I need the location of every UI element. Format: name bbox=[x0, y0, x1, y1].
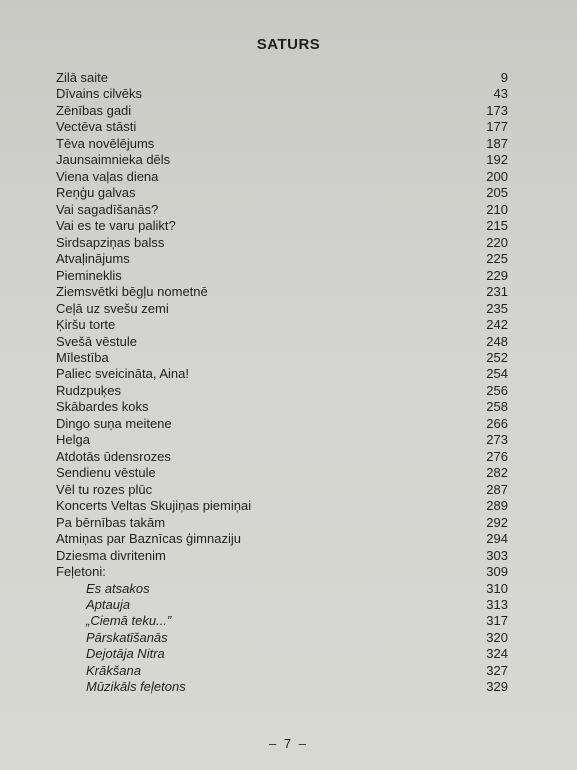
toc-entry bbox=[56, 185, 508, 201]
toc-entry-page: 273 bbox=[486, 432, 508, 448]
toc-entry-title: Zēnības gadi bbox=[56, 102, 132, 118]
toc-entry-title: Sirdsapziņas balss bbox=[56, 234, 165, 250]
toc-entry bbox=[56, 334, 508, 350]
toc-entry-page: 220 bbox=[486, 234, 508, 250]
toc-entry bbox=[56, 465, 508, 481]
toc-entry bbox=[56, 301, 508, 317]
toc-entry-title: Mīlestība bbox=[56, 349, 109, 365]
toc-entry bbox=[56, 399, 508, 415]
toc-entry-title: Viena vaļas diena bbox=[56, 168, 159, 184]
toc-entry bbox=[56, 564, 508, 580]
toc-entry bbox=[56, 515, 508, 531]
toc-entry bbox=[56, 317, 508, 333]
toc-entry-page: 225 bbox=[486, 251, 508, 267]
toc-entry-page: 215 bbox=[486, 218, 508, 234]
toc-entry-page: 320 bbox=[486, 629, 508, 645]
toc-entry-title: Pa bērnības takām bbox=[56, 514, 166, 530]
toc-entry bbox=[56, 548, 508, 564]
toc-entry-page: 192 bbox=[486, 152, 508, 168]
toc-entry-page: 205 bbox=[486, 185, 508, 201]
toc-entry-title: Krākšana bbox=[86, 662, 141, 678]
toc-entry-title: Pārskatīšanās bbox=[86, 629, 168, 645]
toc-entry-title: Mūzikāls feļetons bbox=[86, 679, 186, 695]
toc-entry-title: Skābardes koks bbox=[56, 399, 149, 415]
toc-entry bbox=[56, 235, 508, 251]
toc-entry-title: Reņģu galvas bbox=[56, 185, 136, 201]
page-number: – 7 – bbox=[269, 736, 308, 751]
toc-entry-title: Dingo suņa meitene bbox=[56, 415, 172, 431]
toc-entry-title: Piemineklis bbox=[56, 267, 122, 283]
toc-entry-title: Dziesma divritenim bbox=[56, 547, 166, 563]
toc-entry-page: 266 bbox=[486, 415, 508, 431]
toc-entry-page: 294 bbox=[486, 531, 508, 547]
toc-entry-title: Atvaļinājums bbox=[56, 251, 130, 267]
toc-entry bbox=[56, 251, 508, 267]
toc-entry-title: Ziemsvētki bēgļu nometnē bbox=[56, 284, 208, 300]
toc-entry-page: 229 bbox=[486, 267, 508, 283]
toc-entry bbox=[56, 630, 508, 646]
toc-entry bbox=[56, 383, 508, 399]
toc-entry bbox=[56, 679, 508, 695]
toc-entry-title: Aptauja bbox=[86, 597, 131, 612]
toc-entry-title: Es atsakos bbox=[86, 580, 150, 596]
toc-entry-title: Dīvains cilvēks bbox=[56, 86, 142, 102]
toc-entry-page: 177 bbox=[486, 119, 508, 135]
toc-entry bbox=[56, 103, 508, 119]
toc-entry-title: Atdotās ūdensrozes bbox=[56, 448, 171, 464]
toc-entry-page: 231 bbox=[486, 284, 508, 300]
toc-entry-page: 252 bbox=[486, 349, 508, 365]
toc-entry-page: 210 bbox=[486, 201, 508, 217]
toc-entry-title: Helga bbox=[56, 432, 90, 448]
toc-entry bbox=[56, 268, 508, 284]
toc-entry bbox=[56, 432, 508, 448]
toc-entry bbox=[56, 531, 508, 547]
toc-entry-page: 235 bbox=[486, 300, 508, 316]
toc-entry-title: Vai sagadīšanās? bbox=[56, 201, 159, 217]
toc-entry bbox=[56, 449, 508, 465]
toc-entry-page: 309 bbox=[486, 564, 508, 580]
toc-entry-page: 282 bbox=[486, 465, 508, 481]
toc-entry bbox=[56, 498, 508, 514]
toc-entry bbox=[56, 284, 508, 300]
toc-entry-page: 200 bbox=[486, 168, 508, 184]
toc-entry-title: Vectēva stāsti bbox=[56, 119, 137, 135]
toc-entry-page: 289 bbox=[486, 498, 508, 514]
toc-entry-title: Ķiršu torte bbox=[56, 317, 116, 333]
toc-entry-title: Svešā vēstule bbox=[56, 333, 137, 349]
toc-entry-page: 310 bbox=[486, 580, 508, 596]
toc-entry-page: 187 bbox=[486, 135, 508, 151]
toc-entry-page: 43 bbox=[493, 86, 508, 102]
toc-entry bbox=[56, 366, 508, 382]
toc-entry-page: 173 bbox=[486, 102, 508, 118]
toc-entry bbox=[56, 646, 508, 662]
toc-entry-title: Koncerts Veltas Skujiņas piemiņai bbox=[56, 498, 252, 514]
toc-entry-title: Ceļā uz svešu zemi bbox=[56, 300, 169, 316]
toc-entry-page: 287 bbox=[486, 481, 508, 497]
toc-entry-title: Vēl tu rozes plūc bbox=[56, 481, 153, 497]
toc-entry-page: 317 bbox=[486, 613, 508, 629]
toc-entry bbox=[56, 169, 508, 185]
toc-entry bbox=[56, 416, 508, 432]
toc-entry-title: Vai es te varu palikt? bbox=[56, 218, 176, 234]
toc-entry-page: 258 bbox=[486, 399, 508, 415]
toc-entry-page: 324 bbox=[486, 646, 508, 662]
toc-entry-page: 276 bbox=[486, 448, 508, 464]
toc-entry-page: 329 bbox=[486, 679, 508, 695]
toc-entry-title: Tēva novēlējums bbox=[56, 135, 155, 151]
toc-entry bbox=[56, 218, 508, 234]
toc-entry bbox=[56, 70, 508, 86]
toc-entry-title: „Ciemā teku...” bbox=[86, 613, 172, 629]
toc-entry bbox=[56, 482, 508, 498]
toc-entry-title: Rudzpuķes bbox=[56, 382, 122, 398]
toc-entry bbox=[56, 663, 508, 679]
toc-entry bbox=[56, 202, 508, 218]
toc-entry-title: Dejotāja Nitra bbox=[86, 646, 165, 662]
toc-entry-page: 248 bbox=[486, 333, 508, 349]
toc-entry bbox=[56, 597, 508, 613]
toc-entry-page: 256 bbox=[486, 382, 508, 398]
toc-entry bbox=[56, 119, 508, 135]
toc-entry-page: 9 bbox=[500, 70, 508, 85]
toc-entry-title: Paliec sveicināta, Aina! bbox=[56, 366, 189, 382]
toc-entry-page: 242 bbox=[486, 317, 508, 333]
toc-entry bbox=[56, 136, 508, 152]
toc-entry bbox=[56, 581, 508, 597]
toc-entry-page: 292 bbox=[486, 514, 508, 530]
toc-entry-title: Jaunsaimnieka dēls bbox=[56, 152, 171, 168]
toc-entry bbox=[56, 152, 508, 168]
toc-entry-title: Sendienu vēstule bbox=[56, 465, 156, 481]
toc-entry-page: 313 bbox=[486, 597, 508, 612]
toc-entry-title: Zilā saite bbox=[56, 70, 109, 85]
toc-entry bbox=[56, 86, 508, 102]
toc-entry bbox=[56, 350, 508, 366]
toc-entry-page: 303 bbox=[486, 547, 508, 563]
toc-entry-title: Feļetoni: bbox=[56, 564, 106, 580]
table-of-contents bbox=[56, 70, 508, 696]
page-title: SATURS bbox=[256, 36, 321, 53]
toc-entry bbox=[56, 613, 508, 629]
toc-entry-title: Atmiņas par Baznīcas ģimnaziju bbox=[56, 531, 241, 547]
toc-entry-page: 327 bbox=[486, 662, 508, 678]
toc-entry-page: 254 bbox=[486, 366, 508, 382]
